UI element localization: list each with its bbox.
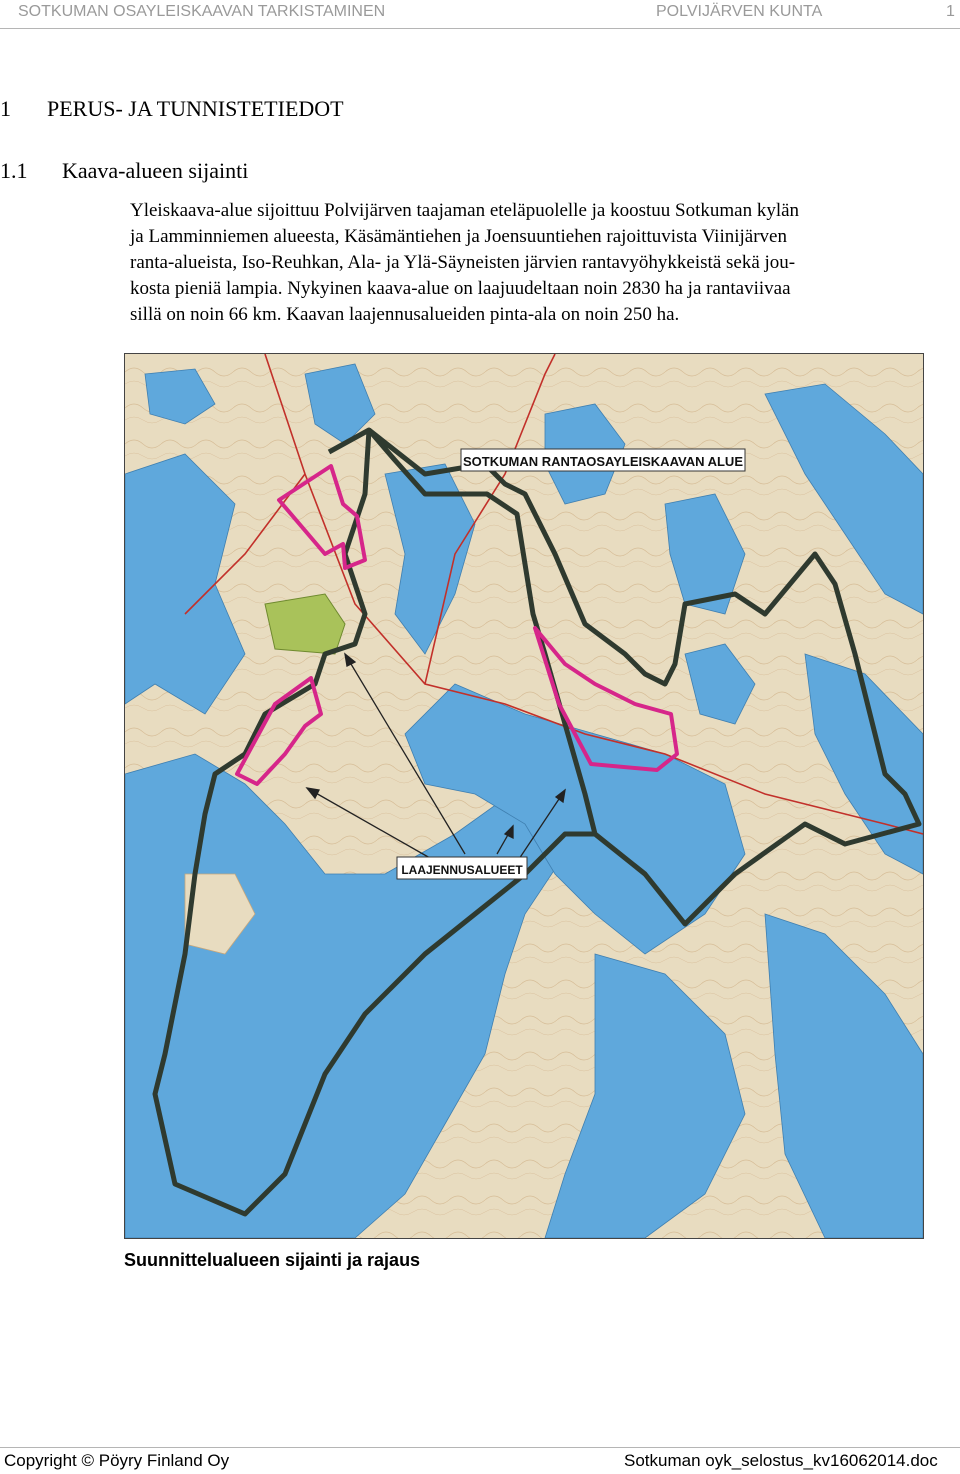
- paragraph-line: ranta-alueista, Iso-Reuhkan, Ala- ja Ylä-Säyneisten järvien rantavyöhykkeistä sekä jou-: [130, 252, 796, 273]
- map-graphic: [125, 354, 923, 1238]
- page-footer: [0, 1447, 960, 1474]
- paragraph-line: sillä on noin 66 km. Kaavan laajennusalueiden pinta-ala on noin 250 ha.: [130, 304, 680, 325]
- subsection-title: Kaava-alueen sijainti: [62, 158, 249, 183]
- body-paragraph: [130, 198, 922, 328]
- paragraph-line: ja Lamminniemen alueesta, Käsämäntiehen ja Joensuuntiehen rajoittuvista Viinijärven: [130, 226, 787, 247]
- map-extension-label: LAAJENNUSALUEET: [401, 863, 523, 877]
- location-map: [124, 353, 924, 1239]
- footer-filename: Sotkuman oyk_selostus_kv16062014.doc: [624, 1451, 938, 1470]
- paragraph-line: Yleiskaava-alue sijoittuu Polvijärven taajaman eteläpuolelle ja koostuu Sotkuman kylän: [130, 200, 800, 221]
- page-header: [0, 0, 960, 29]
- footer-copyright: Copyright © Pöyry Finland Oy: [4, 1451, 230, 1470]
- header-municipality: POLVIJÄRVEN KUNTA: [656, 3, 823, 20]
- header-page-number: 1: [946, 3, 955, 20]
- map-area-label: SOTKUMAN RANTAOSAYLEISKAAVAN ALUE: [463, 454, 743, 469]
- section-title: PERUS- JA TUNNISTETIEDOT: [47, 96, 344, 121]
- figure-caption: Suunnittelualueen sijainti ja rajaus: [124, 1250, 421, 1270]
- paragraph-line: kosta pieniä lampia. Nykyinen kaava-alue on laajuudeltaan noin 2830 ha ja rantaviivaa: [130, 278, 791, 299]
- subsection-number: 1.1: [0, 158, 28, 183]
- section-number: 1: [0, 96, 11, 121]
- header-document-title: SOTKUMAN OSAYLEISKAAVAN TARKISTAMINEN: [18, 3, 386, 20]
